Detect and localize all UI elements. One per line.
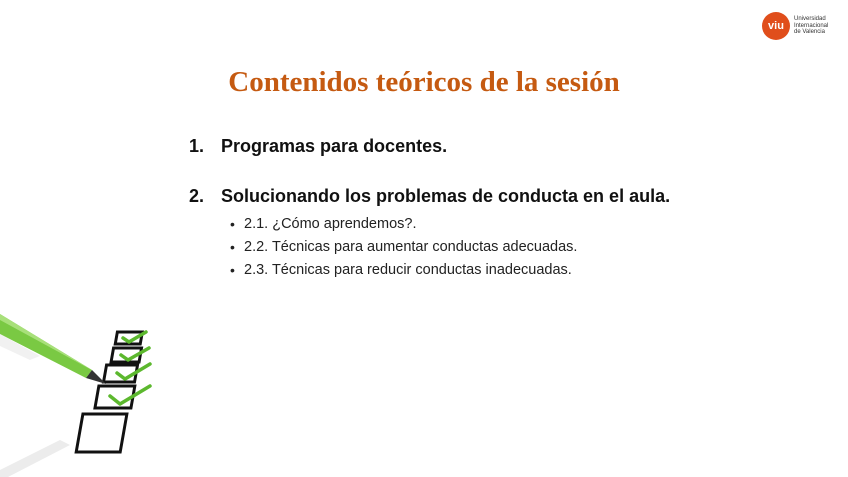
pen-icon xyxy=(0,314,106,384)
item-number: 2. xyxy=(189,186,205,206)
logo-line: Universidad xyxy=(794,16,826,23)
content-list xyxy=(189,136,809,282)
sub-list-item: • 2.2. Técnicas para aumentar conductas adecuadas. xyxy=(230,236,809,259)
slide-title: Contenidos teóricos de la sesión xyxy=(228,66,620,98)
check-mark-icon xyxy=(121,348,149,360)
university-logo xyxy=(762,12,828,40)
list-item xyxy=(189,136,809,157)
logo-mark: viu xyxy=(762,12,790,40)
item-text: Programas para docentes. xyxy=(221,136,448,156)
sub-list-item: • 2.3. Técnicas para reducir conductas inadecuadas. xyxy=(230,259,809,282)
check-mark-icon xyxy=(110,386,150,404)
logo-line: Internacional xyxy=(794,22,829,29)
logo-text xyxy=(794,16,828,36)
list-item xyxy=(189,186,809,207)
logo-line: de Valencia xyxy=(794,29,825,36)
sub-list-item: • 2.1. ¿Cómo aprendemos?. xyxy=(230,213,809,236)
checklist-icon xyxy=(0,300,170,477)
item-text: Solucionando los problemas de conducta en el aula. xyxy=(221,186,671,206)
checkbox-icon xyxy=(76,414,127,452)
sub-list xyxy=(230,213,809,282)
item-number: 1. xyxy=(189,136,205,156)
